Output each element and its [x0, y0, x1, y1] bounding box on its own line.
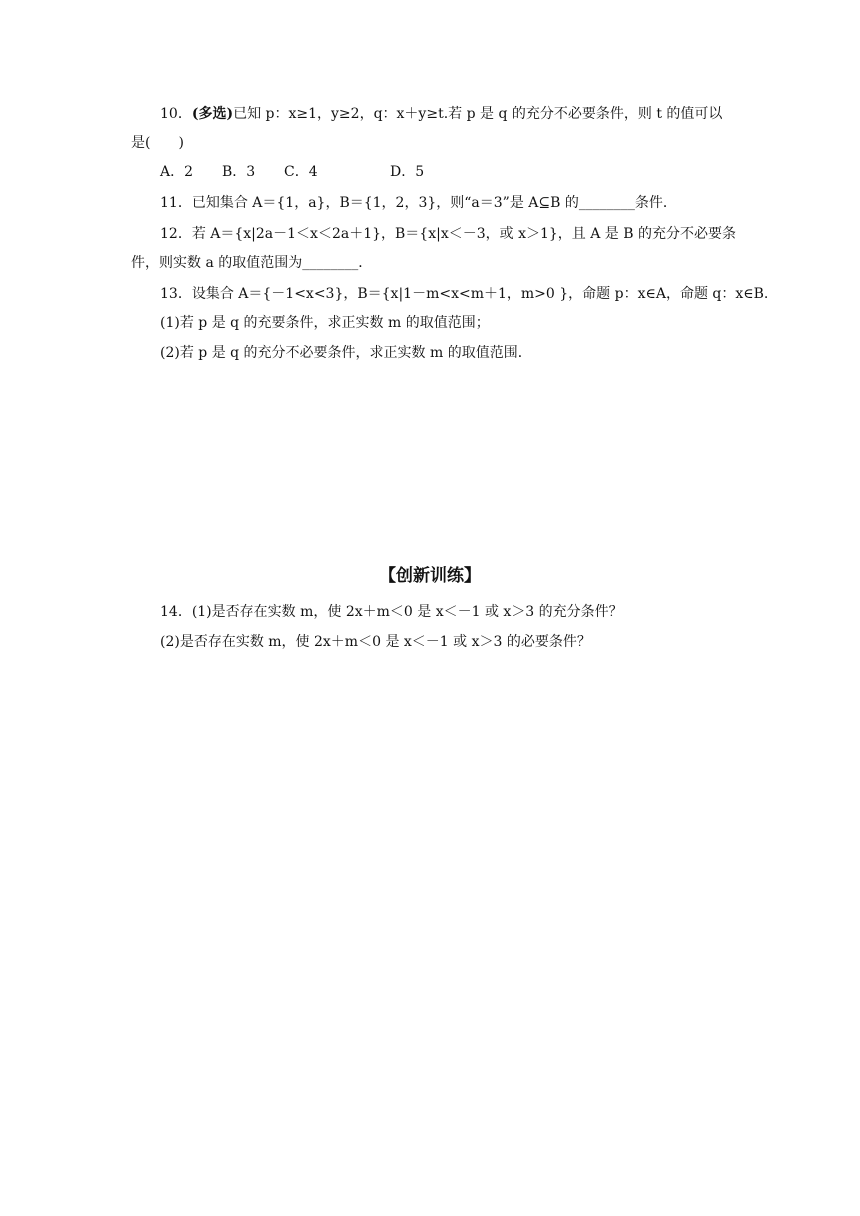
question-10-number: 10．	[160, 106, 192, 122]
question-14-part-2: (2)是否存在实数 m，使 2x＋m＜0 是 x＜－1 或 x＞3 的必要条件？	[160, 634, 591, 650]
question-10-stem	[160, 104, 722, 124]
choice-d: D．5	[390, 164, 425, 180]
question-14-part-1: 14．(1)是否存在实数 m，使 2x＋m＜0 是 x＜－1 或 x＞3 的充分条件？	[160, 604, 623, 620]
question-12-line-2: 件，则实数 a 的取值范围为________．	[131, 255, 373, 271]
question-10-stem-continued: 是( )	[131, 135, 184, 151]
choice-b: B．3	[222, 164, 256, 180]
choice-c: C．4	[284, 164, 318, 180]
question-10-tag: (多选)	[191, 106, 234, 122]
question-10-choices	[160, 162, 424, 182]
question-13-part-1: (1)若 p 是 q 的充要条件，求正实数 m 的取值范围；	[160, 315, 490, 331]
section-title: 【创新训练】	[379, 566, 481, 586]
question-10-text: 已知 p：x≥1，y≥2，q：x＋y≥t.若 p 是 q 的充分不必要条件，则 t 的值可以	[233, 106, 723, 122]
question-12-line-1: 12．若 A＝{x|2a－1＜x＜2a＋1}，B＝{x|x＜－3，或 x＞1}，且 A 是 B 的充分不必要条	[160, 226, 736, 242]
question-11: 11．已知集合 A＝{1，a}，B＝{1，2，3}，则“a＝3”是 A⊆B 的________条件．	[160, 195, 677, 211]
choice-a: A．2	[160, 164, 194, 180]
question-13-stem: 13．设集合 A＝{－1<x<3}，B＝{x|1－m<x<m＋1，m>0 }，命题 p：x∈A，命题 q：x∈B.	[160, 286, 769, 302]
question-13-part-2: (2)若 p 是 q 的充分不必要条件，求正实数 m 的取值范围．	[160, 345, 532, 361]
